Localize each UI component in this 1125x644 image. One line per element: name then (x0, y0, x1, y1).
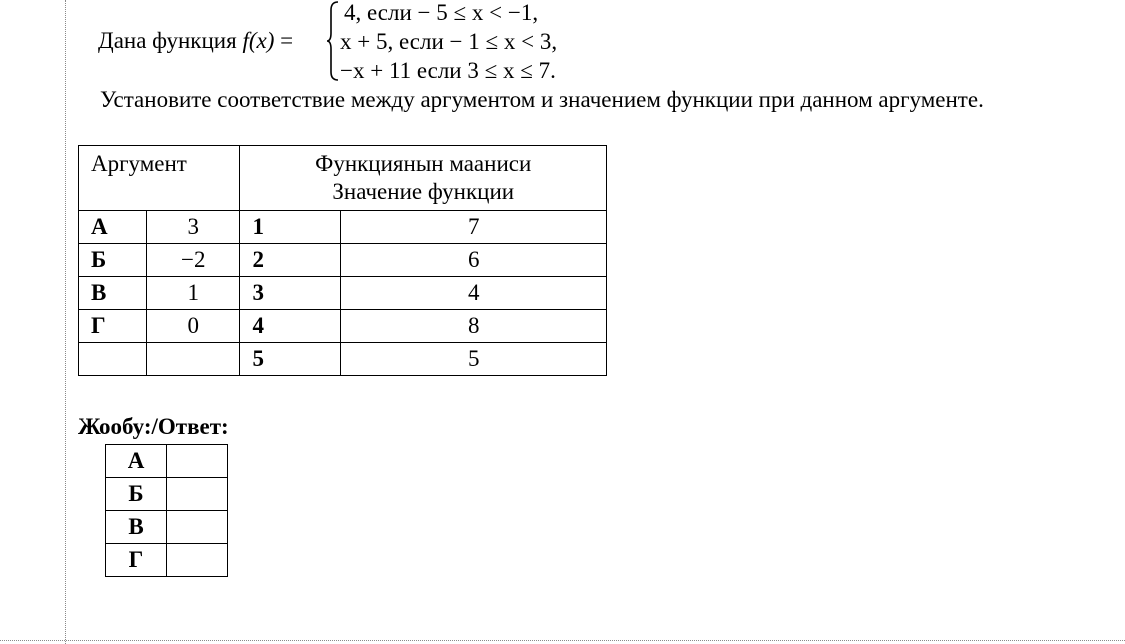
row-value: 6 (341, 244, 607, 277)
answer-row (106, 511, 228, 544)
answer-cell[interactable] (167, 511, 228, 544)
answer-table (105, 444, 228, 577)
answer-row (106, 544, 228, 577)
row-number: 4 (240, 310, 341, 343)
row-number: 5 (240, 343, 341, 376)
row-argument: −2 (147, 244, 240, 277)
table-header-row (79, 146, 607, 211)
function-case-2: x + 5, если − 1 ≤ x < 3, (340, 29, 558, 54)
header-argument: Аргумент (79, 146, 240, 211)
row-value: 5 (341, 343, 607, 376)
header-value (240, 146, 607, 211)
function-name: f(x) (242, 28, 275, 53)
table-row (79, 310, 607, 343)
header-value-line1: Функциянын мааниси (315, 151, 532, 176)
table-row (79, 211, 607, 244)
intro-text: Дана функция (98, 28, 243, 53)
page-margin-line (65, 0, 66, 644)
table-row (79, 244, 607, 277)
instruction-text: Установите соответствие между аргументом и значением функции при данном аргументе. (100, 87, 984, 112)
answer-letter: Б (106, 478, 167, 511)
row-number: 1 (240, 211, 341, 244)
function-intro (98, 28, 293, 54)
row-value: 7 (341, 211, 607, 244)
answer-cell[interactable] (167, 445, 228, 478)
answer-cell[interactable] (167, 544, 228, 577)
row-letter: В (79, 277, 147, 310)
row-argument: 3 (147, 211, 240, 244)
row-letter: Б (79, 244, 147, 277)
row-argument: 1 (147, 277, 240, 310)
row-letter: Г (79, 310, 147, 343)
answer-title: Жообу:/Ответ: (78, 414, 229, 439)
piecewise-brace (326, 0, 340, 82)
equals-sign: = (274, 28, 294, 53)
row-number: 2 (240, 244, 341, 277)
table-row (79, 343, 607, 376)
row-argument (147, 343, 240, 376)
header-value-line2: Значение функции (332, 179, 515, 204)
table-row (79, 277, 607, 310)
matching-table (78, 145, 607, 376)
row-number: 3 (240, 277, 341, 310)
row-argument: 0 (147, 310, 240, 343)
answer-row (106, 478, 228, 511)
page-bottom-line (0, 640, 1125, 641)
answer-cell[interactable] (167, 478, 228, 511)
row-value: 8 (341, 310, 607, 343)
function-case-3: −x + 11 если 3 ≤ x ≤ 7. (340, 58, 556, 83)
answer-letter: В (106, 511, 167, 544)
answer-letter: Г (106, 544, 167, 577)
answer-letter: А (106, 445, 167, 478)
row-value: 4 (341, 277, 607, 310)
row-letter (79, 343, 147, 376)
answer-row (106, 445, 228, 478)
function-case-1: 4, если − 5 ≤ x < −1, (344, 0, 539, 25)
row-letter: А (79, 211, 147, 244)
